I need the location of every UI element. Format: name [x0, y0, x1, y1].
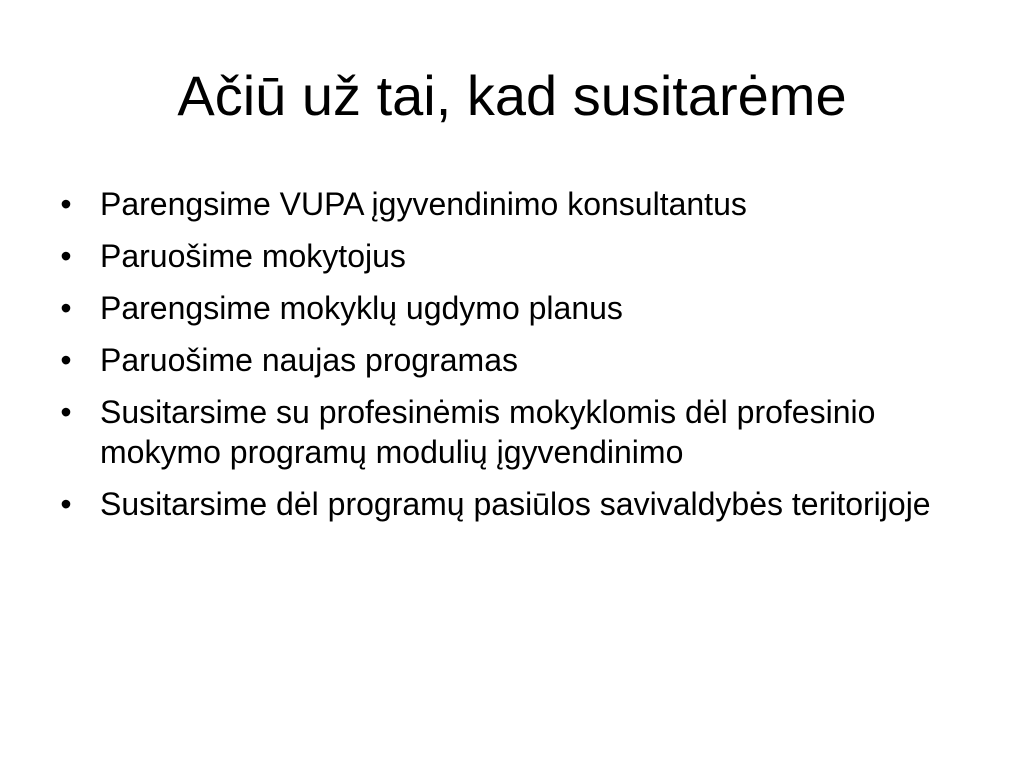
bullet-icon: •: [60, 290, 72, 326]
bullet-text: Parengsime mokyklų ugdymo planus: [100, 290, 623, 326]
bullet-item-consultants: [56, 184, 976, 224]
bullet-icon: •: [60, 238, 72, 274]
bullet-icon: •: [60, 394, 72, 430]
bullet-item-teachers: [56, 236, 976, 276]
bullet-text: Paruošime naujas programas: [100, 342, 518, 378]
bullet-icon: •: [60, 186, 72, 222]
bullet-item-vocational-schools: [56, 392, 976, 472]
bullet-text: Susitarsime su profesinėmis mokyklomis dėl profesinio mokymo programų modulių įgyvendinimo: [100, 394, 876, 470]
bullet-item-school-plans: [56, 288, 976, 328]
bullet-text: Parengsime VUPA įgyvendinimo konsultantus: [100, 186, 747, 222]
slide-title: Ačiū už tai, kad susitarėme: [177, 64, 847, 127]
bullet-text: Susitarsime dėl programų pasiūlos savivaldybės teritorijoje: [100, 486, 931, 522]
bullet-item-program-offer: [56, 484, 976, 524]
bullet-icon: •: [60, 342, 72, 378]
bullet-text: Paruošime mokytojus: [100, 238, 406, 274]
bullet-icon: •: [60, 486, 72, 522]
bullet-item-new-programs: [56, 340, 976, 380]
bullet-list: [56, 184, 976, 536]
